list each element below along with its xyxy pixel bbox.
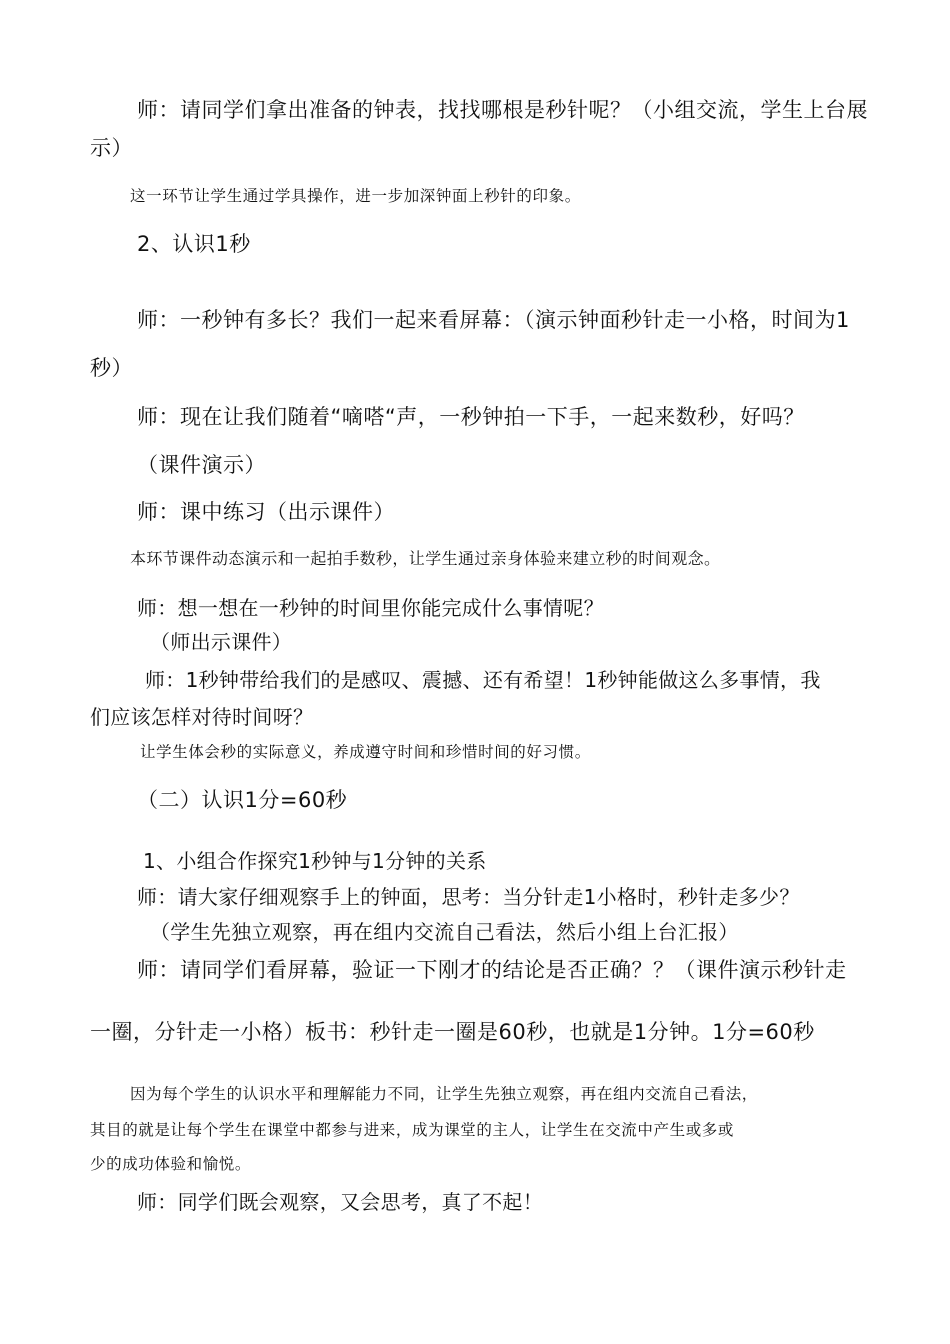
para-clap-count: 师：现在让我们随着“嘀嗒“声，一秒钟拍一下手，一起来数秒，好吗？ — [137, 405, 805, 429]
para-one-second-length: 师：一秒钟有多长？我们一起来看屏幕：（演示钟面秒针走一小格，时间为1 — [137, 308, 850, 332]
para-courseware-demo: （课件演示） — [137, 453, 266, 477]
note-practical-meaning: 让学生体会秒的实际意义，养成遵守时间和珍惜时间的好习惯。 — [140, 743, 591, 761]
heading-one-minute-sixty-seconds: （二）认识1分=60秒 — [137, 788, 348, 812]
para-teacher-clock-question-cont: 示） — [90, 136, 133, 160]
para-practice: 师：课中练习（出示课件） — [137, 500, 395, 524]
para-verify-screen: 师：请同学们看屏幕，验证一下刚才的结论是否正确？？（课件演示秒针走 — [137, 958, 847, 982]
heading-know-one-second: 2、认识1秒 — [137, 232, 251, 256]
note-purpose-line1: 因为每个学生的认识水平和理解能力不同，让学生先独立观察，再在组内交流自己看法， — [130, 1085, 758, 1103]
para-board-writing: 一圈，分针走一小格）板书：秒针走一圈是60秒，也就是1分钟。1分=60秒 — [90, 1020, 815, 1044]
para-students-observe: （学生先独立观察，再在组内交流自己看法，然后小组上台汇报） — [150, 920, 739, 944]
para-observe-clock: 师：请大家仔细观察手上的钟面，思考：当分针走1小格时，秒针走多少？ — [137, 885, 800, 909]
note-purpose-line2: 其目的就是让每个学生在课堂中都参与进来，成为课堂的主人，让学生在交流中产生或多或 — [90, 1121, 735, 1139]
note-purpose-line3: 少的成功体验和愉悦。 — [90, 1155, 252, 1173]
para-praise: 师：同学们既会观察，又会思考，真了不起！ — [137, 1190, 543, 1214]
note-tool-operation: 这一环节让学生通过学具操作，进一步加深钟面上秒针的印象。 — [130, 187, 581, 205]
para-think-one-second: 师：想一想在一秒钟的时间里你能完成什么事情呢？ — [137, 596, 604, 620]
note-dynamic-demo: 本环节课件动态演示和一起拍手数秒，让学生通过亲身体验来建立秒的时间观念。 — [130, 549, 721, 568]
heading-group-explore: 1、小组合作探究1秒钟与1分钟的关系 — [143, 849, 487, 873]
para-one-second-feeling-cont: 们应该怎样对待时间呀？ — [90, 705, 314, 729]
para-teacher-clock-question: 师：请同学们拿出准备的钟表，找找哪根是秒针呢？（小组交流，学生上台展 — [137, 98, 868, 122]
para-one-second-feeling: 师：1秒钟带给我们的是感叹、震撼、还有希望！1秒钟能做这么多事情，我 — [145, 668, 821, 692]
para-teacher-show: （师出示课件） — [150, 630, 293, 654]
para-one-second-length-cont: 秒） — [90, 356, 133, 380]
